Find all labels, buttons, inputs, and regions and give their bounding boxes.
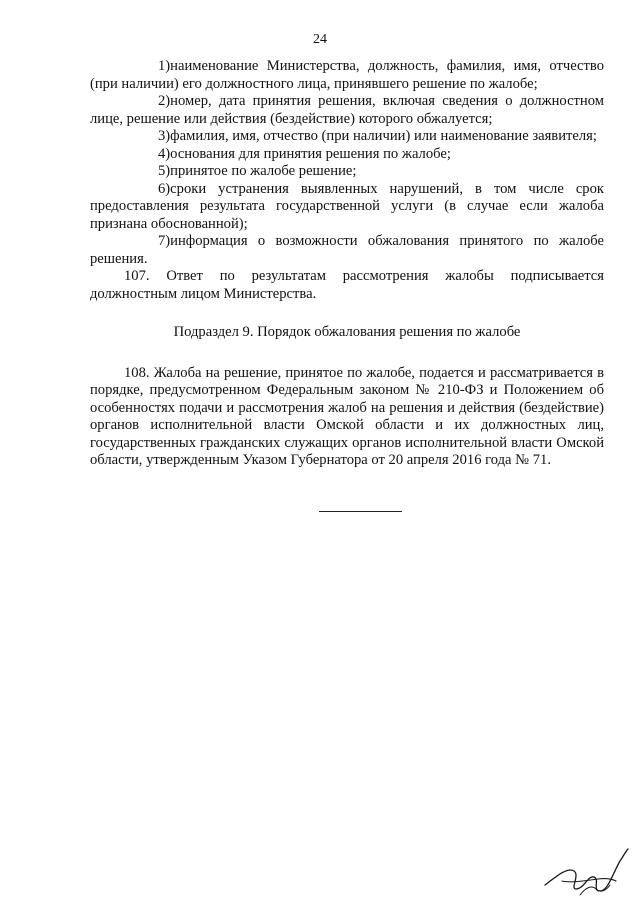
list-item-2 <box>90 93 604 128</box>
list-item-text: фамилия, имя, отчество (при наличии) или наименование заявителя; <box>170 128 597 144</box>
list-item-7 <box>90 233 604 268</box>
list-item-number: 4) <box>158 145 171 162</box>
list-item-text: наименование Министерства, должность, фамилия, имя, отчество (при наличии) его должностного лица, принявшего решение по жалобе; <box>90 58 604 92</box>
list-item-6 <box>90 181 604 234</box>
page-number: 24 <box>313 32 327 47</box>
document-body <box>90 58 604 470</box>
signature-mark <box>540 845 630 900</box>
list-item-number: 6) <box>158 180 171 197</box>
list-item-number: 2) <box>158 93 171 109</box>
list-item-number: 1) <box>158 58 171 74</box>
list-item-number: 3) <box>158 128 171 144</box>
list-item-3 <box>90 128 604 146</box>
paragraph-107: 107. Ответ по результатам рассмотрения жалобы подписывается должностным лицом Министерства. <box>90 268 604 302</box>
list-item-text: принятое по жалобе решение; <box>170 163 357 179</box>
list-item-4 <box>90 146 604 164</box>
list-item-number: 5) <box>158 163 171 179</box>
list-item-1 <box>90 58 604 93</box>
list-item-text: основания для принятия решения по жалобе; <box>170 145 451 162</box>
list-item-text: информация о возможности обжалования принятого по жалобе решения. <box>90 233 604 267</box>
separator-line <box>319 511 402 512</box>
list-item-text: сроки устранения выявленных нарушений, в том числе срок предоставления результата государственной услуги (в случае если жалоба признана обоснованной); <box>90 180 604 232</box>
list-item-5 <box>90 163 604 181</box>
subsection-title: Подраздел 9. Порядок обжалования решения по жалобе <box>173 324 521 340</box>
list-item-number: 7) <box>158 233 171 249</box>
paragraph-108: 108. Жалоба на решение, принятое по жалобе, подается и рассматривается в порядке, предусмотренном Федеральным законом № 210-ФЗ и Положением об особенностях подачи и рассмотрения жалоб на решения и действия (бездействие) органов исполнительной власти Омской области и их должностных лиц, государственных гражданских служащих органов исполнительной власти Омской области, утвержденным Указом Губернатора от 20 апреля 2016 года № 71. <box>90 364 604 468</box>
list-item-text: номер, дата принятия решения, включая сведения о должностном лице, решение или действия (бездействие) которого обжалуется; <box>90 93 604 127</box>
